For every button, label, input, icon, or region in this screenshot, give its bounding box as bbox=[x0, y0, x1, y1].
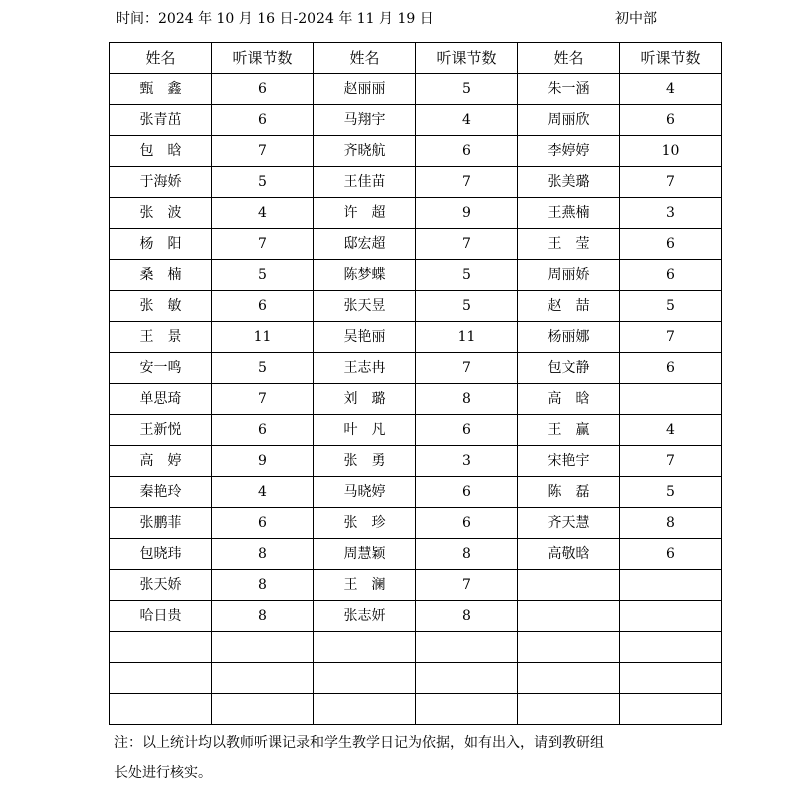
lesson-count-cell: 4 bbox=[212, 477, 314, 508]
lesson-count-cell: 8 bbox=[212, 539, 314, 570]
table-row bbox=[110, 415, 722, 446]
lesson-count-cell: 7 bbox=[416, 229, 518, 260]
teacher-name-cell: 包 晗 bbox=[110, 136, 212, 167]
teacher-name-cell: 张青茁 bbox=[110, 105, 212, 136]
lesson-count-cell bbox=[212, 663, 314, 694]
lesson-count-cell bbox=[212, 694, 314, 725]
footnote bbox=[114, 728, 714, 788]
teacher-name-cell: 安一鸣 bbox=[110, 353, 212, 384]
lesson-count-cell: 6 bbox=[620, 105, 722, 136]
lesson-count-cell: 6 bbox=[620, 260, 722, 291]
teacher-name-cell: 李婷婷 bbox=[518, 136, 620, 167]
teacher-name-cell: 赵 喆 bbox=[518, 291, 620, 322]
teacher-name-cell bbox=[518, 601, 620, 632]
teacher-name-cell bbox=[110, 694, 212, 725]
lesson-count-cell: 6 bbox=[212, 291, 314, 322]
table-row bbox=[110, 601, 722, 632]
teacher-name-cell: 朱一涵 bbox=[518, 74, 620, 105]
lesson-count-cell bbox=[620, 694, 722, 725]
column-header: 听课节数 bbox=[212, 43, 314, 74]
lesson-count-cell: 7 bbox=[620, 167, 722, 198]
teacher-name-cell: 王 赢 bbox=[518, 415, 620, 446]
footnote-line: 注：以上统计均以教师听课记录和学生教学日记为依据，如有出入，请到教研组 bbox=[114, 735, 604, 751]
lesson-count-cell: 9 bbox=[212, 446, 314, 477]
lesson-count-cell: 5 bbox=[212, 167, 314, 198]
lesson-count-cell: 4 bbox=[416, 105, 518, 136]
teacher-name-cell: 叶 凡 bbox=[314, 415, 416, 446]
lesson-count-cell: 5 bbox=[620, 477, 722, 508]
table-row bbox=[110, 539, 722, 570]
attendance-table bbox=[109, 42, 722, 725]
table-row bbox=[110, 322, 722, 353]
lesson-count-cell: 7 bbox=[212, 384, 314, 415]
table-row bbox=[110, 105, 722, 136]
teacher-name-cell: 张 波 bbox=[110, 198, 212, 229]
table-row bbox=[110, 446, 722, 477]
teacher-name-cell: 邸宏超 bbox=[314, 229, 416, 260]
lesson-count-cell: 4 bbox=[620, 74, 722, 105]
teacher-name-cell: 单思琦 bbox=[110, 384, 212, 415]
lesson-count-cell: 7 bbox=[416, 353, 518, 384]
lesson-count-cell bbox=[620, 570, 722, 601]
teacher-name-cell: 高敬晗 bbox=[518, 539, 620, 570]
lesson-count-cell: 8 bbox=[416, 601, 518, 632]
lesson-count-cell: 6 bbox=[620, 353, 722, 384]
footnote-line: 长处进行核实。 bbox=[114, 765, 212, 781]
table-row bbox=[110, 384, 722, 415]
table-row bbox=[110, 74, 722, 105]
teacher-name-cell: 张天昱 bbox=[314, 291, 416, 322]
teacher-name-cell: 王志冉 bbox=[314, 353, 416, 384]
lesson-count-cell bbox=[620, 663, 722, 694]
teacher-name-cell bbox=[518, 632, 620, 663]
teacher-name-cell: 张 珍 bbox=[314, 508, 416, 539]
teacher-name-cell: 宋艳宇 bbox=[518, 446, 620, 477]
table-row bbox=[110, 477, 722, 508]
teacher-name-cell: 马翔宇 bbox=[314, 105, 416, 136]
lesson-count-cell bbox=[620, 601, 722, 632]
document-header bbox=[112, 9, 712, 29]
table-row bbox=[110, 136, 722, 167]
lesson-count-cell: 7 bbox=[416, 167, 518, 198]
lesson-count-cell: 7 bbox=[620, 322, 722, 353]
lesson-count-cell: 8 bbox=[416, 384, 518, 415]
teacher-name-cell: 包文静 bbox=[518, 353, 620, 384]
lesson-count-cell: 4 bbox=[620, 415, 722, 446]
teacher-name-cell bbox=[518, 570, 620, 601]
department-label: 初中部 bbox=[615, 11, 657, 27]
teacher-name-cell: 刘 璐 bbox=[314, 384, 416, 415]
lesson-count-cell: 5 bbox=[212, 260, 314, 291]
lesson-count-cell: 5 bbox=[416, 291, 518, 322]
lesson-count-cell: 8 bbox=[212, 601, 314, 632]
teacher-name-cell: 杨 阳 bbox=[110, 229, 212, 260]
teacher-name-cell: 齐晓航 bbox=[314, 136, 416, 167]
teacher-name-cell: 周慧颖 bbox=[314, 539, 416, 570]
teacher-name-cell: 张 勇 bbox=[314, 446, 416, 477]
lesson-count-cell: 6 bbox=[212, 105, 314, 136]
teacher-name-cell: 周丽娇 bbox=[518, 260, 620, 291]
teacher-name-cell: 王新悦 bbox=[110, 415, 212, 446]
lesson-count-cell bbox=[416, 694, 518, 725]
lesson-count-cell bbox=[416, 632, 518, 663]
lesson-count-cell: 11 bbox=[416, 322, 518, 353]
table-row bbox=[110, 694, 722, 725]
teacher-name-cell: 张志妍 bbox=[314, 601, 416, 632]
column-header: 姓名 bbox=[110, 43, 212, 74]
table-row bbox=[110, 353, 722, 384]
table-row bbox=[110, 167, 722, 198]
lesson-count-cell: 4 bbox=[212, 198, 314, 229]
teacher-name-cell: 王燕楠 bbox=[518, 198, 620, 229]
table-row bbox=[110, 260, 722, 291]
teacher-name-cell: 王佳苗 bbox=[314, 167, 416, 198]
teacher-name-cell: 桑 楠 bbox=[110, 260, 212, 291]
teacher-name-cell: 王 莹 bbox=[518, 229, 620, 260]
teacher-name-cell: 陈梦蝶 bbox=[314, 260, 416, 291]
teacher-name-cell bbox=[518, 694, 620, 725]
teacher-name-cell: 甄 鑫 bbox=[110, 74, 212, 105]
lesson-count-cell: 6 bbox=[212, 74, 314, 105]
teacher-name-cell: 王 景 bbox=[110, 322, 212, 353]
lesson-count-cell: 6 bbox=[212, 508, 314, 539]
column-header: 姓名 bbox=[518, 43, 620, 74]
column-header: 姓名 bbox=[314, 43, 416, 74]
lesson-count-cell: 3 bbox=[620, 198, 722, 229]
teacher-name-cell bbox=[110, 632, 212, 663]
lesson-count-cell: 9 bbox=[416, 198, 518, 229]
table-row bbox=[110, 198, 722, 229]
lesson-count-cell: 7 bbox=[212, 136, 314, 167]
lesson-count-cell: 6 bbox=[416, 508, 518, 539]
teacher-name-cell: 周丽欣 bbox=[518, 105, 620, 136]
lesson-count-cell: 5 bbox=[212, 353, 314, 384]
table-row bbox=[110, 663, 722, 694]
teacher-name-cell: 张天娇 bbox=[110, 570, 212, 601]
column-header: 听课节数 bbox=[620, 43, 722, 74]
teacher-name-cell: 包晓玮 bbox=[110, 539, 212, 570]
teacher-name-cell: 哈日贵 bbox=[110, 601, 212, 632]
teacher-name-cell: 高 婷 bbox=[110, 446, 212, 477]
teacher-name-cell bbox=[518, 663, 620, 694]
lesson-count-cell: 5 bbox=[620, 291, 722, 322]
lesson-count-cell: 7 bbox=[212, 229, 314, 260]
teacher-name-cell: 秦艳玲 bbox=[110, 477, 212, 508]
teacher-name-cell bbox=[314, 632, 416, 663]
lesson-count-cell: 6 bbox=[416, 415, 518, 446]
teacher-name-cell: 王 澜 bbox=[314, 570, 416, 601]
lesson-count-cell: 10 bbox=[620, 136, 722, 167]
teacher-name-cell: 于海娇 bbox=[110, 167, 212, 198]
lesson-count-cell: 6 bbox=[620, 539, 722, 570]
lesson-count-cell: 7 bbox=[416, 570, 518, 601]
lesson-count-cell: 5 bbox=[416, 74, 518, 105]
lesson-count-cell: 6 bbox=[620, 229, 722, 260]
teacher-name-cell bbox=[314, 663, 416, 694]
lesson-count-cell: 3 bbox=[416, 446, 518, 477]
lesson-count-cell: 6 bbox=[212, 415, 314, 446]
table-row bbox=[110, 229, 722, 260]
lesson-count-cell: 8 bbox=[620, 508, 722, 539]
teacher-name-cell bbox=[314, 694, 416, 725]
teacher-name-cell: 高 晗 bbox=[518, 384, 620, 415]
table-row bbox=[110, 570, 722, 601]
lesson-count-cell: 7 bbox=[620, 446, 722, 477]
column-header: 听课节数 bbox=[416, 43, 518, 74]
lesson-count-cell: 8 bbox=[212, 570, 314, 601]
teacher-name-cell: 杨丽娜 bbox=[518, 322, 620, 353]
table-row bbox=[110, 632, 722, 663]
lesson-count-cell: 11 bbox=[212, 322, 314, 353]
teacher-name-cell: 陈 磊 bbox=[518, 477, 620, 508]
lesson-count-cell bbox=[212, 632, 314, 663]
teacher-name-cell: 马晓婷 bbox=[314, 477, 416, 508]
teacher-name-cell: 张鹏菲 bbox=[110, 508, 212, 539]
table-header-row bbox=[110, 43, 722, 74]
teacher-name-cell: 许 超 bbox=[314, 198, 416, 229]
table-row bbox=[110, 291, 722, 322]
teacher-name-cell: 吴艳丽 bbox=[314, 322, 416, 353]
lesson-count-cell: 6 bbox=[416, 477, 518, 508]
lesson-count-cell bbox=[620, 632, 722, 663]
teacher-name-cell: 张美璐 bbox=[518, 167, 620, 198]
teacher-name-cell: 赵丽丽 bbox=[314, 74, 416, 105]
lesson-count-cell: 8 bbox=[416, 539, 518, 570]
lesson-count-cell: 6 bbox=[416, 136, 518, 167]
teacher-name-cell: 张 敏 bbox=[110, 291, 212, 322]
lesson-count-cell: 5 bbox=[416, 260, 518, 291]
lesson-count-cell bbox=[620, 384, 722, 415]
teacher-name-cell bbox=[110, 663, 212, 694]
teacher-name-cell: 齐天慧 bbox=[518, 508, 620, 539]
lesson-count-cell bbox=[416, 663, 518, 694]
table-row bbox=[110, 508, 722, 539]
date-range: 时间：2024 年 10 月 16 日-2024 年 11 月 19 日 bbox=[116, 11, 434, 27]
